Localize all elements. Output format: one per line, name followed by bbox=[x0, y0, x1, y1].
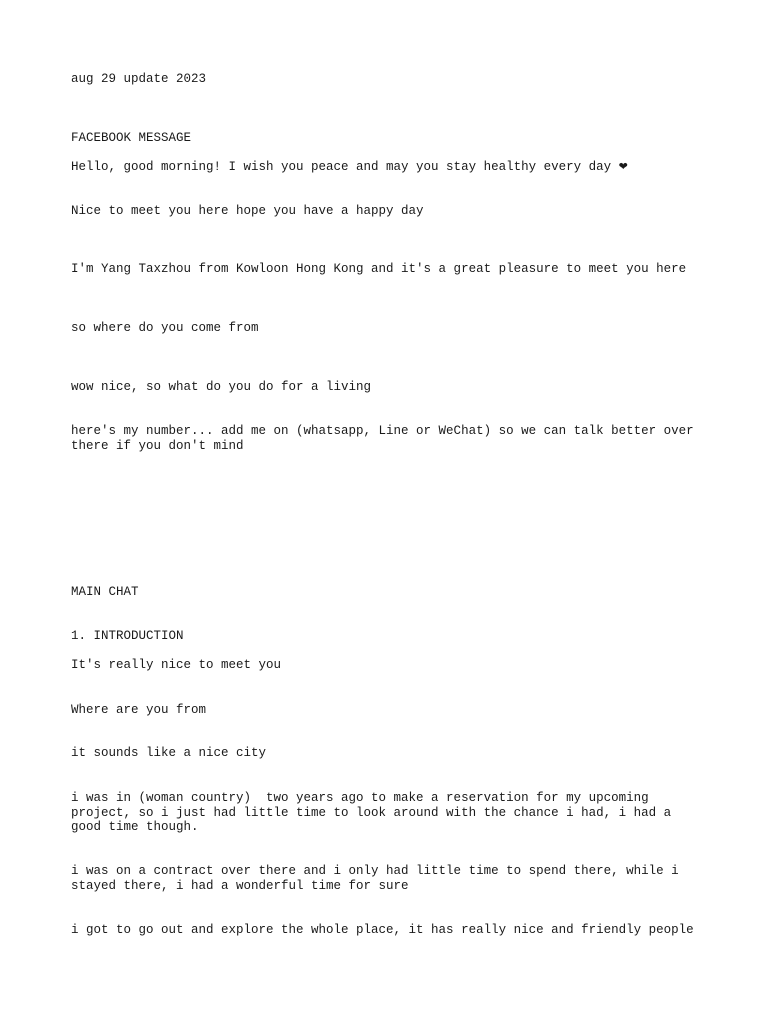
main-chat-message-1: It's really nice to meet you bbox=[71, 658, 282, 672]
facebook-message-5: wow nice, so what do you do for a living bbox=[71, 380, 372, 394]
facebook-message-2: Nice to meet you here hope you have a happy day bbox=[71, 204, 424, 218]
main-chat-message-2: Where are you from bbox=[71, 703, 207, 717]
main-chat-message-3: it sounds like a nice city bbox=[71, 746, 267, 760]
date-line: aug 29 update 2023 bbox=[71, 72, 207, 86]
facebook-message-4: so where do you come from bbox=[71, 321, 259, 335]
main-chat-message-5: i was on a contract over there and i only had little time to spend there, while i stayed there, i had a wonderful time for sure bbox=[71, 864, 687, 893]
main-chat-message-4: i was in (woman country) two years ago to make a reservation for my upcoming project, so i just had little time to look around with the chance i had, i had a good time though. bbox=[71, 791, 679, 835]
facebook-message-1 bbox=[71, 160, 706, 175]
facebook-message-6: here's my number... add me on (whatsapp, Line or WeChat) so we can talk better over there if you don't mind bbox=[71, 424, 702, 453]
facebook-message-1-text: Hello, good morning! I wish you peace and may you stay healthy every day bbox=[71, 160, 612, 174]
section-title-introduction: 1. INTRODUCTION bbox=[71, 629, 184, 643]
main-chat-heading: MAIN CHAT bbox=[71, 585, 139, 599]
main-chat-message-6: i got to go out and explore the whole place, it has really nice and friendly people bbox=[71, 923, 694, 937]
facebook-message-3: I'm Yang Taxzhou from Kowloon Hong Kong and it's a great pleasure to meet you here bbox=[71, 262, 687, 276]
facebook-message-heading: FACEBOOK MESSAGE bbox=[71, 131, 192, 145]
heart-icon: ❤ bbox=[618, 160, 628, 173]
